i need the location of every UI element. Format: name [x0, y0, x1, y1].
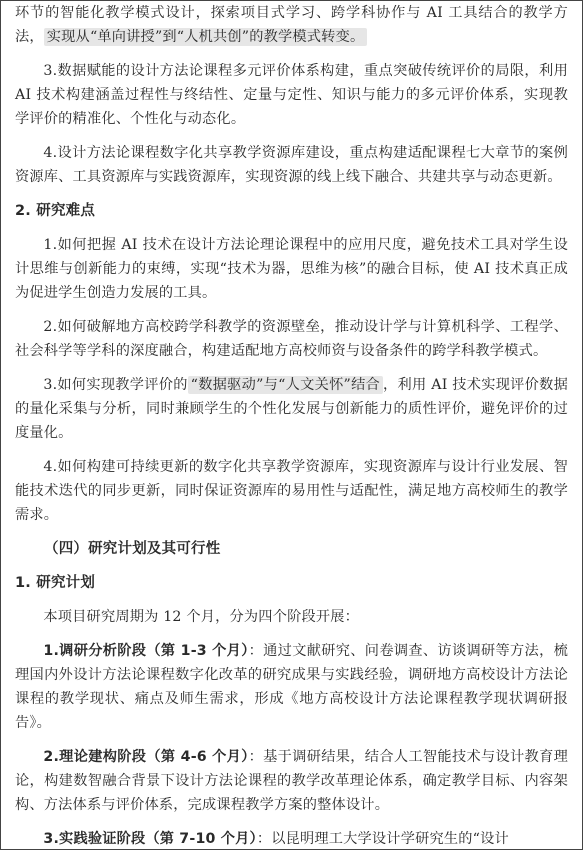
difficulty-item-2: 2.如何破解地方高校跨学科教学的资源壁垒，推动设计学与计算机科学、工程学、社会科学等学科的深度融合，构建适配地方高校师资与设备条件的跨学科教学模式。 — [15, 319, 568, 359]
paragraph-resource-library: 4.设计方法论课程数字化共享教学资源库建设，重点构建适配课程七大章节的案例资源库、工具资源库与实践资源库，实现资源的线上线下融合、共建共享与动态更新。 — [15, 145, 568, 185]
paragraph-text: ，利用 AI 技术实现评价数据的量化采集与分析，同时兼顾学生的个性化发展与创新能力的质性评价，避免评价的过度量化。 — [15, 377, 568, 441]
paragraph-text: 3.如何实现教学评价的 — [43, 377, 188, 393]
highlighted-text: “数据驱动”与“人文关怀”结合 — [188, 376, 383, 394]
stage-title: 3.实践验证阶段（第 7-10 个月） — [43, 831, 257, 847]
stage-title: 2.理论建构阶段（第 4-6 个月） — [43, 749, 249, 765]
highlighted-text: 实现从“单向讲授”到“人机共创”的教学模式转变。 — [44, 28, 368, 46]
stage-text: ：以昆明理工大学设计学研究生的“设计 — [256, 831, 509, 847]
difficulty-item-4: 4.如何构建可持续更新的数字化共享教学资源库，实现资源库与设计行业发展、智能技术迭代的同步更新，同时保证资源库的易用性与适配性，满足地方高校师生的教学需求。 — [15, 459, 568, 523]
paragraph-teaching-mode — [15, 1, 568, 49]
stage-2 — [15, 745, 568, 817]
difficulty-item-3 — [15, 373, 568, 445]
stage-3 — [15, 827, 568, 850]
difficulty-item-1: 1.如何把握 AI 技术在设计方法论理论课程中的应用尺度，避免技术工具对学生设计思维与创新能力的束缚，实现“技术为器，思维为核”的融合目标，使 AI 技术真正成为促进学生创造力发展的工具。 — [15, 237, 568, 301]
stage-text: ：通过文献研究、问卷调查、访谈调研等方法，梳理国内外设计方法论课程数字化改革的研究成果与实践经验，调研地方高校设计方法论课程的教学现状、痛点及师生需求，形成《地方高校设计方法论课程教学现状调研报告》。 — [15, 643, 568, 731]
section-heading-plan: （四）研究计划及其可行性 — [44, 541, 221, 557]
stage-text: ：基于调研结果，结合人工智能技术与设计教育理论，构建数智融合背景下设计方法论课程的教学改革理论体系，确定教学目标、内容架构、方法体系与评价体系，完成课程教学方案的整体设计。 — [15, 749, 568, 813]
paragraph-text: 环节的智能化教学模式设计，探索项目式学习、跨学科协作与 AI 工具结合的教学方法， — [15, 5, 568, 45]
subsection-heading-research-plan: 1. 研究计划 — [15, 575, 96, 591]
stage-1 — [15, 639, 568, 735]
section-heading-difficulties: 2. 研究难点 — [15, 203, 96, 219]
plan-intro: 本项目研究周期为 12 个月，分为四个阶段开展： — [43, 609, 360, 625]
stage-title: 1.调研分析阶段（第 1-3 个月） — [43, 643, 249, 659]
paragraph-evaluation-system: 3.数据赋能的设计方法论课程多元评价体系构建，重点突破传统评价的局限，利用 AI 技术构建涵盖过程性与终结性、定量与定性、知识与能力的多元评价体系，实现教学评价的精准化、个性化与动态化。 — [15, 63, 568, 127]
